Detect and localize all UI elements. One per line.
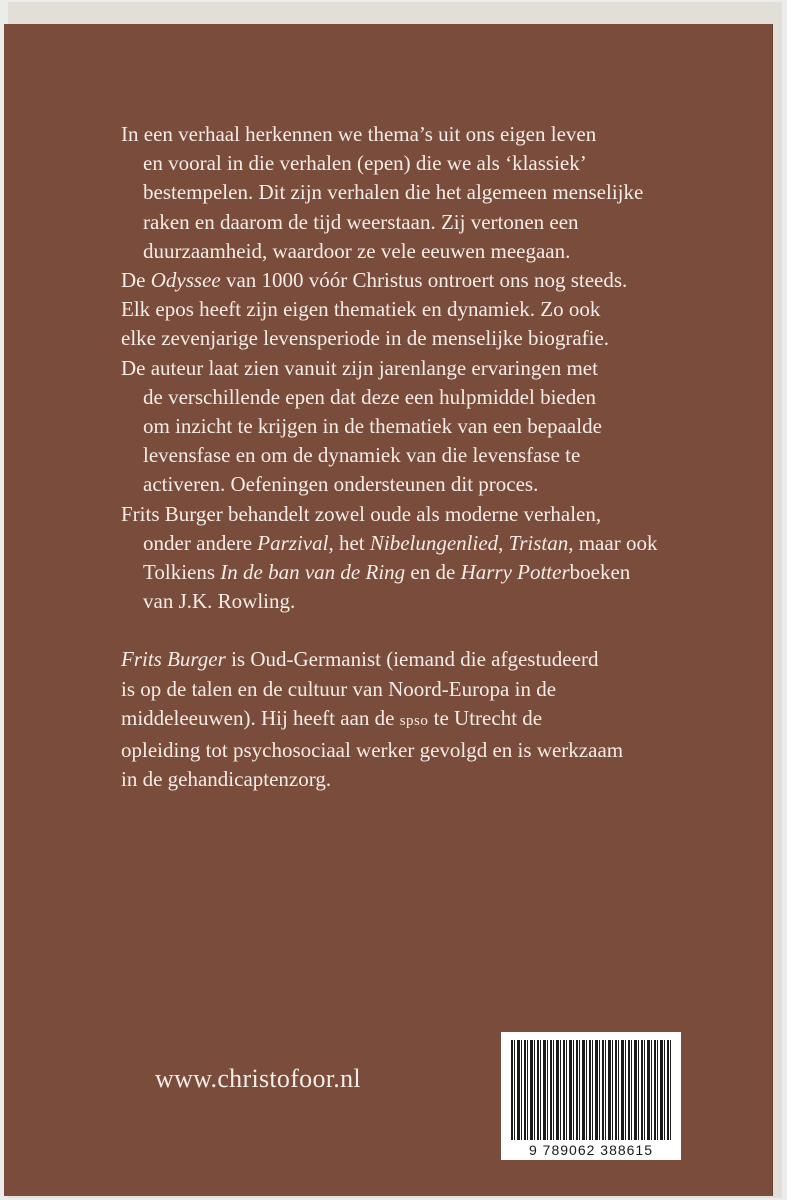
text-run: is Oud-Germanist (iemand die afgestudeerd — [225, 647, 599, 672]
text-line — [121, 645, 721, 674]
text-run: , maar ook — [568, 530, 658, 555]
text-run: Elk epos heeft zijn eigen thematiek en dynamiek. Zo ook — [121, 297, 601, 322]
italic-title: Frits Burger — [121, 647, 226, 672]
text-line — [121, 675, 721, 704]
text-line — [121, 149, 721, 178]
text-run: middeleeuwen). Hij heeft aan de — [121, 705, 400, 730]
italic-title: Parzival — [257, 530, 329, 555]
text-run: , het — [328, 530, 370, 555]
text-run: te Utrecht de — [428, 705, 543, 730]
text-run: , — [498, 530, 509, 555]
text-run: boeken — [569, 560, 631, 585]
author-bio-paragraph — [121, 645, 721, 794]
text-line — [121, 324, 721, 353]
text-line — [121, 178, 721, 207]
italic-title: Nibelungenlied — [369, 530, 499, 555]
italic-title: In de ban van de Ring — [220, 560, 406, 585]
text-run: Tolkiens — [143, 560, 221, 585]
text-run: activeren. Oefeningen ondersteunen dit proces. — [143, 472, 539, 497]
cover-text — [121, 120, 721, 794]
barcode-bars — [511, 1040, 671, 1140]
text-line — [121, 295, 721, 324]
text-run: in de gehandicaptenzorg. — [121, 767, 332, 792]
text-line — [121, 704, 721, 736]
text-run: levensfase en om de dynamiek van die levensfase te — [143, 443, 581, 468]
barcode-digits: 9 789062 388615 — [529, 1142, 653, 1158]
text-run: de verschillende epen dat deze een hulpmiddel bieden — [143, 384, 597, 409]
text-run: duurzaamheid, waardoor ze vele eeuwen meegaan. — [143, 238, 571, 263]
text-line — [121, 266, 721, 295]
italic-title: Tristan — [508, 530, 569, 555]
text-run: De — [121, 268, 151, 293]
text-line — [121, 383, 721, 412]
text-run: onder andere — [143, 530, 258, 555]
text-run: van J.K. Rowling. — [143, 589, 296, 614]
text-run: opleiding tot psychosociaal werker gevolgd en is werkzaam — [121, 738, 624, 763]
text-line — [121, 587, 721, 616]
text-line — [121, 120, 721, 149]
text-line — [121, 441, 721, 470]
text-run: is op de talen en de cultuur van Noord-Europa in de — [121, 676, 557, 701]
text-line — [121, 765, 721, 794]
text-run: elke zevenjarige levensperiode in de menselijke biografie. — [121, 326, 610, 351]
book-back-cover — [4, 24, 772, 1196]
text-line — [121, 500, 721, 529]
italic-title: Odyssee — [150, 268, 221, 293]
text-line — [121, 412, 721, 441]
text-run: bestempelen. Dit zijn verhalen die het algemeen menselijke — [143, 180, 644, 205]
blurb-paragraph — [121, 120, 721, 616]
text-run: raken en daarom de tijd weerstaan. Zij vertonen een — [143, 209, 579, 234]
text-line — [121, 208, 721, 237]
text-line — [121, 237, 721, 266]
isbn-barcode — [501, 1032, 681, 1160]
text-line — [121, 558, 721, 587]
text-run: van 1000 vóór Christus ontroert ons nog steeds. — [220, 268, 628, 293]
italic-title: Harry Potter — [460, 560, 570, 585]
text-run: In een verhaal herkennen we thema’s uit ons eigen leven — [121, 122, 597, 146]
text-run: De auteur laat zien vanuit zijn jarenlange ervaringen met — [121, 355, 598, 380]
publisher-website: www.christofoor.nl — [155, 1064, 361, 1093]
text-line — [121, 354, 721, 383]
text-run: en de — [405, 560, 461, 585]
text-run: Frits Burger behandelt zowel oude als moderne verhalen, — [121, 501, 602, 526]
text-line — [121, 470, 721, 499]
text-line — [121, 736, 721, 765]
text-run: spso — [399, 712, 429, 729]
text-run: om inzicht te krijgen in de thematiek van een bepaalde — [143, 414, 602, 439]
text-run: en vooral in die verhalen (epen) die we als ‘klassiek’ — [143, 151, 587, 176]
text-line — [121, 529, 721, 558]
